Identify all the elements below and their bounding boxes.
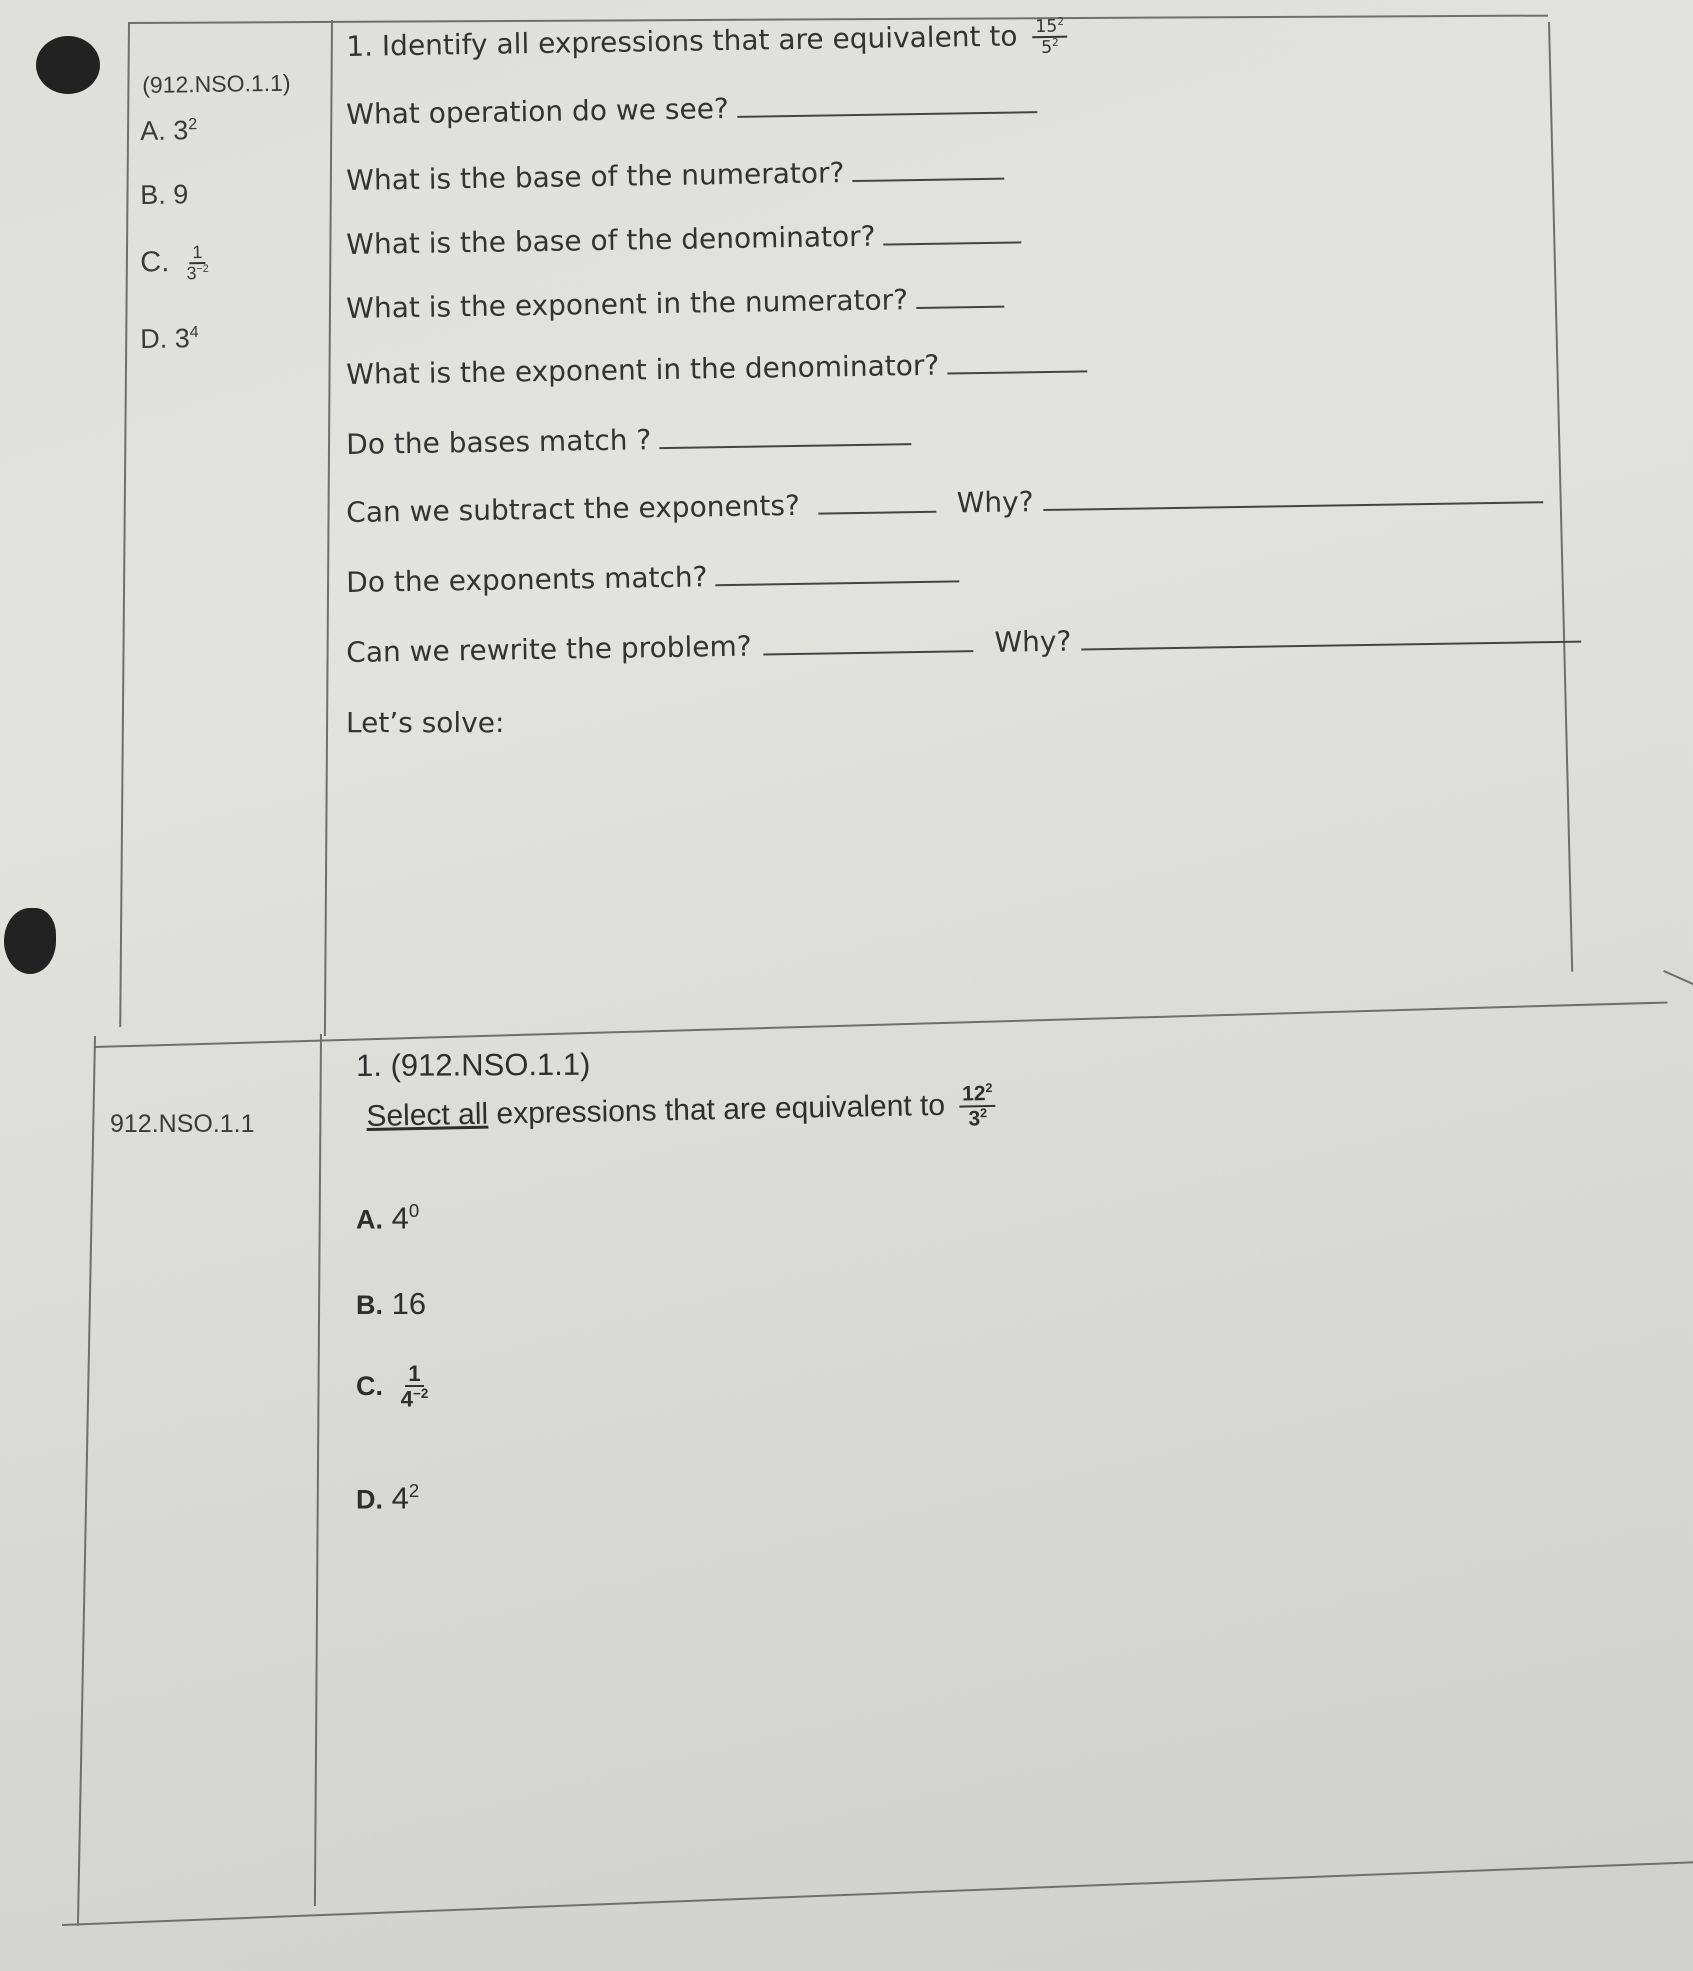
prompt-denominator-exponent: What is the exponent in the denominator? (346, 346, 1087, 391)
why-blank[interactable] (1044, 501, 1544, 511)
choice-2a: A. $4^0$ (356, 1200, 420, 1236)
punch-hole-middle (4, 908, 56, 974)
answer-blank[interactable] (737, 111, 1037, 118)
question-2-fraction: $\frac{12^2}{3^2}$ (959, 1082, 996, 1131)
why-label: Why? (956, 485, 1034, 520)
answer-blank[interactable] (818, 511, 936, 515)
table-right-border (1548, 22, 1573, 972)
choice-2c: C. $\frac{1}{4^{-2}}$ (356, 1361, 429, 1412)
choice-1a: A. $3^2$ (140, 115, 198, 146)
prompt-exponents-match: Do the exponents match? (346, 556, 960, 599)
table-middle-divider-lower (314, 1034, 322, 1906)
prompt-denominator-base: What is the base of the denominator? (346, 217, 1022, 261)
prompt-rewrite: Can we rewrite the problem? Why? (346, 617, 1582, 669)
why-label: Why? (994, 624, 1072, 659)
why-blank[interactable] (1081, 641, 1581, 651)
table-left-border (119, 22, 130, 1027)
choice-1c: C. $\frac{1}{3^{-2}}$ (140, 242, 209, 284)
choice-1d: D. $3^4$ (140, 323, 199, 354)
answer-blank[interactable] (716, 580, 960, 586)
punch-hole-top (36, 36, 100, 94)
prompt-operation: What operation do we see? (346, 87, 1037, 131)
choice-2d: D. $4^2$ (356, 1480, 420, 1516)
row-divider (94, 1002, 1667, 1048)
answer-blank[interactable] (764, 650, 974, 655)
question-1-heading (346, 17, 1067, 68)
select-all-emphasis: Select all (366, 1097, 489, 1133)
row-divider-right (1663, 970, 1693, 988)
prompt-subtract-exponents: Can we subtract the exponents? Why? (346, 477, 1544, 529)
standard-code-1: (912.NSO.1.1) (142, 69, 291, 98)
table-bottom-border (62, 1861, 1693, 1926)
table-middle-divider-upper (324, 20, 333, 1036)
question-1-text: 1. Identify all expressions that are equivalent to (346, 19, 1018, 63)
answer-blank[interactable] (916, 306, 1004, 309)
question-2-heading (366, 1082, 996, 1142)
question-1-fraction: $\frac{15^2}{5^2}$ (1032, 17, 1067, 58)
table-left-border-lower (77, 1036, 96, 1926)
question-2-number: 1. (912.NSO.1.1) (356, 1046, 591, 1083)
prompt-numerator-base: What is the base of the numerator? (346, 154, 1005, 197)
standard-code-2: 912.NSO.1.1 (110, 1110, 255, 1138)
prompt-numerator-exponent: What is the exponent in the numerator? (346, 282, 1004, 325)
answer-blank[interactable] (884, 241, 1022, 245)
lets-solve-label: Let’s solve: (346, 706, 505, 739)
choice-1b: B. 9 (140, 179, 189, 210)
answer-blank[interactable] (852, 178, 1004, 182)
prompt-bases-match: Do the bases match ? (346, 419, 911, 461)
answer-blank[interactable] (659, 443, 911, 449)
choice-2b: B. 16 (356, 1286, 427, 1321)
answer-blank[interactable] (947, 370, 1087, 374)
question-2-text: expressions that are equivalent to (496, 1088, 946, 1131)
